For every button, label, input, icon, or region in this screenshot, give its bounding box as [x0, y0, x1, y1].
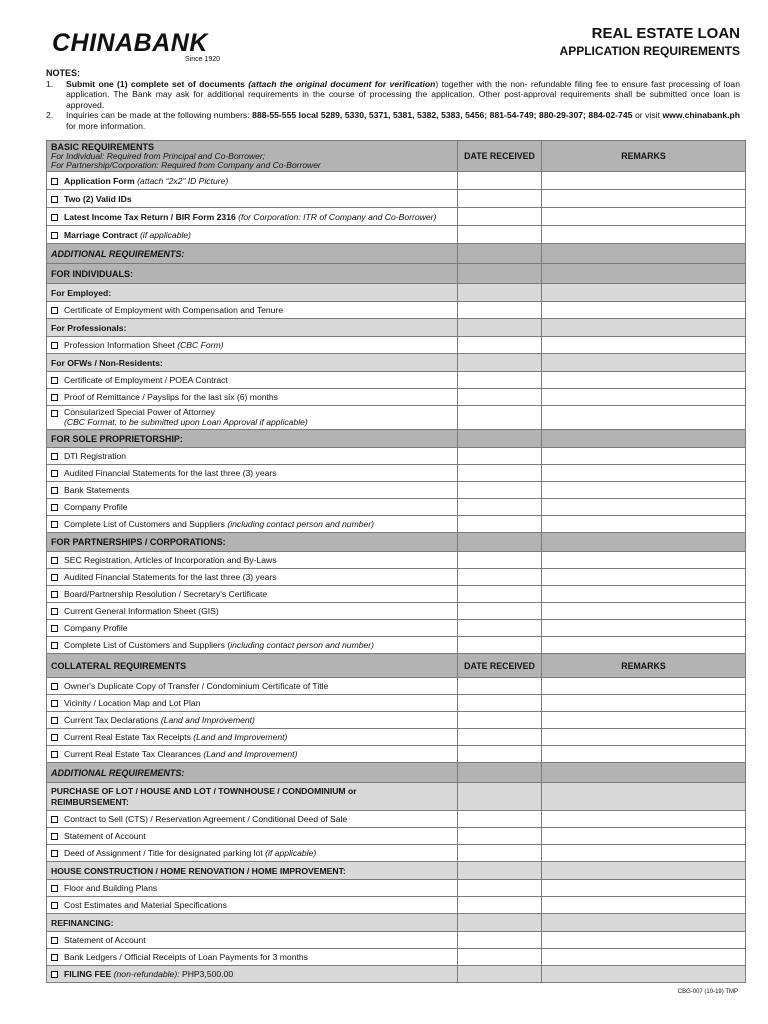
- table-row: [47, 695, 746, 712]
- note-number: 1.: [46, 78, 54, 89]
- table-row: [47, 828, 746, 845]
- section-row: [47, 763, 746, 783]
- date-received-cell[interactable]: [458, 586, 542, 603]
- remarks-cell[interactable]: [542, 448, 746, 465]
- requirement-cell: [47, 337, 458, 354]
- checkbox[interactable]: [51, 557, 58, 564]
- remarks-cell[interactable]: [542, 190, 746, 208]
- date-received-cell[interactable]: [458, 637, 542, 654]
- requirement-cell: [47, 695, 458, 712]
- table-row: [47, 712, 746, 729]
- remarks-cell[interactable]: [542, 482, 746, 499]
- checkbox[interactable]: [51, 196, 58, 203]
- checkbox[interactable]: [51, 521, 58, 528]
- date-received-cell[interactable]: [458, 746, 542, 763]
- table-row: [47, 811, 746, 828]
- remarks-cell[interactable]: [542, 729, 746, 746]
- checkbox[interactable]: [51, 470, 58, 477]
- date-received-cell[interactable]: [458, 208, 542, 226]
- table-row: [47, 516, 746, 533]
- remarks-cell[interactable]: [542, 499, 746, 516]
- requirement-note: (including contact person and number): [227, 519, 375, 529]
- remarks-cell[interactable]: [542, 880, 746, 897]
- section-row: [47, 533, 746, 552]
- subsection-row: [47, 319, 746, 337]
- date-received-cell[interactable]: [458, 811, 542, 828]
- remarks-header: REMARKS: [542, 141, 746, 172]
- date-received-cell[interactable]: [458, 226, 542, 244]
- requirement-label: DTI Registration: [64, 451, 127, 461]
- subsection-row: [47, 862, 746, 880]
- requirement-cell: [47, 845, 458, 862]
- requirement-cell: [47, 172, 458, 190]
- checkbox[interactable]: [51, 214, 58, 221]
- table-row: [47, 448, 746, 465]
- remarks-cell[interactable]: [542, 172, 746, 190]
- remarks-cell[interactable]: [542, 811, 746, 828]
- requirement-label: Statement of Account: [64, 831, 146, 841]
- requirement-label: Bank Ledgers / Official Receipts of Loan Payments for 3 months: [64, 952, 308, 962]
- filing-fee-cell: [47, 966, 458, 983]
- subsection-row: [47, 284, 746, 302]
- date-received-cell[interactable]: [458, 569, 542, 586]
- filing-fee-note: (non-refundable):: [113, 969, 180, 979]
- requirement-cell: [47, 811, 458, 828]
- requirement-cell: [47, 949, 458, 966]
- requirement-label: Profession Information Sheet: [64, 340, 175, 350]
- remarks-cell[interactable]: [542, 845, 746, 862]
- remarks-cell[interactable]: [542, 678, 746, 695]
- date-received-cell[interactable]: [458, 516, 542, 533]
- requirement-cell: [47, 678, 458, 695]
- document-header: [560, 25, 740, 59]
- requirement-label: SEC Registration, Articles of Incorporation and By-Laws: [64, 555, 277, 565]
- subsection-title: HOUSE CONSTRUCTION / HOME RENOVATION / HOME IMPROVEMENT:: [47, 862, 458, 880]
- collateral-title: COLLATERAL REQUIREMENTS: [47, 654, 458, 678]
- note-2: [46, 110, 740, 131]
- date-received-cell[interactable]: [458, 729, 542, 746]
- basic-header-cell: [47, 141, 458, 172]
- checkbox[interactable]: [51, 394, 58, 401]
- requirement-label: Deed of Assignment / Title for designated parking lot: [64, 848, 263, 858]
- phone-numbers: 888-55-555 local 5289, 5330, 5371, 5381, 5382, 5383, 5456; 881-54-749; 880-29-307; 884-02-745: [252, 110, 633, 120]
- requirement-cell: [47, 482, 458, 499]
- requirement-label: Current Real Estate Tax Receipts: [64, 732, 191, 742]
- table-row: [47, 845, 746, 862]
- remarks-cell[interactable]: [542, 337, 746, 354]
- filing-fee-amount: PHP3,500.00: [181, 969, 234, 979]
- table-row: [47, 932, 746, 949]
- requirement-label: Application Form: [64, 175, 135, 186]
- date-received-cell[interactable]: [458, 897, 542, 914]
- requirement-cell: [47, 637, 458, 654]
- checkbox[interactable]: [51, 608, 58, 615]
- document-subtitle: APPLICATION REQUIREMENTS: [559, 44, 740, 58]
- requirement-label: Marriage Contract: [64, 229, 138, 240]
- notes-title: NOTES:: [46, 68, 81, 78]
- requirement-label: Current Tax Declarations: [64, 715, 159, 725]
- table-row: [47, 465, 746, 482]
- website-link[interactable]: www.chinabank.ph: [662, 110, 740, 120]
- requirement-cell: [47, 729, 458, 746]
- requirement-note: (CBC Form): [177, 340, 224, 350]
- checkbox[interactable]: [51, 487, 58, 494]
- note-rest: ) together with the non- refundable filing fee to ensure fast processing of loan application. The Bank may ask for additional requirements in the course of processing the application. Other post-approval requirements shall be submitted once loan is approved.: [66, 78, 740, 110]
- date-received-cell[interactable]: [458, 678, 542, 695]
- table-row: [47, 552, 746, 569]
- remarks-cell[interactable]: [542, 552, 746, 569]
- checkbox[interactable]: [51, 232, 58, 239]
- subsection-row: [47, 783, 746, 811]
- date-received-header: DATE RECEIVED: [458, 141, 542, 172]
- checkbox[interactable]: [51, 700, 58, 707]
- purchase-title-line2: REIMBURSEMENT:: [51, 796, 129, 807]
- requirement-label: Complete List of Customers and Suppliers (: [64, 640, 231, 650]
- remarks-cell[interactable]: [542, 695, 746, 712]
- checkbox[interactable]: [51, 504, 58, 511]
- remarks-header: REMARKS: [542, 654, 746, 678]
- table-row: [47, 746, 746, 763]
- note-bold: Submit one (1) complete set of documents: [66, 78, 245, 89]
- note-text-a: Inquiries can be made at the following numbers:: [66, 110, 253, 120]
- requirement-label: Cost Estimates and Material Specifications: [64, 900, 227, 910]
- requirements-table: [46, 140, 746, 983]
- section-row: [47, 244, 746, 264]
- date-received-cell[interactable]: [458, 695, 542, 712]
- remarks-cell[interactable]: [542, 966, 746, 983]
- table-row: [47, 302, 746, 319]
- requirement-cell: [47, 603, 458, 620]
- date-received-cell[interactable]: [458, 372, 542, 389]
- notes-section: [46, 68, 740, 131]
- requirement-label: Latest Income Tax Return / BIR Form 2316: [64, 211, 236, 222]
- table-row: [47, 729, 746, 746]
- table-row: [47, 586, 746, 603]
- checkbox[interactable]: [51, 625, 58, 632]
- date-received-cell[interactable]: [458, 828, 542, 845]
- table-row: [47, 208, 746, 226]
- requirement-note: (Land and Improvement): [203, 749, 298, 759]
- section-title: FOR PARTNERSHIPS / CORPORATIONS:: [47, 533, 458, 552]
- subsection-title: For Professionals:: [47, 319, 458, 337]
- table-row: [47, 949, 746, 966]
- remarks-cell[interactable]: [542, 586, 746, 603]
- table-row: [47, 499, 746, 516]
- requirement-label: Owner's Duplicate Copy of Transfer / Condominium Certificate of Title: [64, 681, 329, 691]
- checkbox[interactable]: [51, 342, 58, 349]
- requirement-cell: [47, 828, 458, 845]
- note-text: [66, 79, 740, 111]
- collateral-header-row: [47, 654, 746, 678]
- remarks-cell[interactable]: [542, 637, 746, 654]
- table-row: [47, 620, 746, 637]
- requirement-label: Audited Financial Statements for the last three (3) years: [64, 468, 277, 478]
- remarks-cell[interactable]: [542, 897, 746, 914]
- remarks-cell[interactable]: [542, 302, 746, 319]
- remarks-cell[interactable]: [542, 465, 746, 482]
- table-row: [47, 482, 746, 499]
- requirement-label: Company Profile: [64, 502, 128, 512]
- requirement-note: (if applicable): [265, 848, 317, 858]
- form-code: CBG-007 (10-19) TMP: [677, 989, 738, 995]
- remarks-cell[interactable]: [542, 389, 746, 406]
- date-received-cell[interactable]: [458, 966, 542, 983]
- purchase-title-line1: PURCHASE OF LOT / HOUSE AND LOT / TOWNHOUSE / CONDOMINIUM or: [51, 785, 357, 796]
- checkbox[interactable]: [51, 683, 58, 690]
- checkbox[interactable]: [51, 833, 58, 840]
- requirement-note: (if applicable): [139, 229, 192, 240]
- remarks-cell[interactable]: [542, 828, 746, 845]
- checkbox[interactable]: [51, 751, 58, 758]
- remarks-cell[interactable]: [542, 406, 746, 430]
- section-title: FOR SOLE PROPRIETORSHIP:: [47, 430, 458, 448]
- checkbox[interactable]: [51, 850, 58, 857]
- date-received-cell[interactable]: [458, 932, 542, 949]
- requirement-cell: [47, 932, 458, 949]
- remarks-cell[interactable]: [542, 746, 746, 763]
- remarks-cell[interactable]: [542, 516, 746, 533]
- requirement-cell: [47, 499, 458, 516]
- requirement-cell: [47, 302, 458, 319]
- requirement-label: Current Real Estate Tax Clearances: [64, 749, 201, 759]
- requirement-label: Certificate of Employment with Compensation and Tenure: [64, 305, 284, 315]
- requirement-cell: [47, 208, 458, 226]
- requirement-label: Certificate of Employment / POEA Contract: [64, 375, 228, 385]
- requirement-label: Consularized Special Power of Attorney: [64, 406, 215, 417]
- date-received-cell[interactable]: [458, 172, 542, 190]
- remarks-cell[interactable]: [542, 208, 746, 226]
- basic-header-row: [47, 141, 746, 172]
- date-received-header: DATE RECEIVED: [458, 654, 542, 678]
- requirement-label: Statement of Account: [64, 935, 146, 945]
- requirement-label: Contract to Sell (CTS) / Reservation Agreement / Conditional Deed of Sale: [64, 814, 348, 824]
- date-received-cell[interactable]: [458, 880, 542, 897]
- requirement-cell: [47, 372, 458, 389]
- requirement-note: (attach “2x2” ID Picture): [137, 175, 229, 186]
- requirement-label: Vicinity / Location Map and Lot Plan: [64, 698, 201, 708]
- requirement-label: Company Profile: [64, 623, 128, 633]
- date-received-cell[interactable]: [458, 190, 542, 208]
- requirement-cell: [47, 190, 458, 208]
- note-text-c: for more information.: [66, 120, 146, 131]
- table-row: [47, 172, 746, 190]
- requirement-label: Bank Statements: [64, 485, 130, 495]
- date-received-cell[interactable]: [458, 465, 542, 482]
- requirement-cell: [47, 406, 458, 430]
- table-row: [47, 603, 746, 620]
- table-row: [47, 226, 746, 244]
- requirement-cell: [47, 620, 458, 637]
- table-row: [47, 678, 746, 695]
- section-title: FOR INDIVIDUALS:: [47, 264, 458, 284]
- note-bold-italic: (attach the original document for verification: [248, 78, 436, 89]
- requirement-cell: [47, 552, 458, 569]
- note-text: [66, 110, 740, 131]
- table-row: [47, 569, 746, 586]
- remarks-cell[interactable]: [542, 372, 746, 389]
- table-row: [47, 190, 746, 208]
- subsection-title: REFINANCING:: [47, 914, 458, 932]
- date-received-cell[interactable]: [458, 949, 542, 966]
- basic-requirements-note: For Partnership/Corporation: Required from Company and Co-Borrower: [51, 160, 321, 170]
- date-received-cell[interactable]: [458, 448, 542, 465]
- table-row: [47, 406, 746, 430]
- table-row: [47, 880, 746, 897]
- checkbox[interactable]: [51, 307, 58, 314]
- requirement-cell: [47, 516, 458, 533]
- checkbox[interactable]: [51, 734, 58, 741]
- requirement-cell: [47, 569, 458, 586]
- requirement-label: Audited Financial Statements for the last three (3) years: [64, 572, 277, 582]
- section-title: ADDITIONAL REQUIREMENTS:: [47, 244, 458, 264]
- subsection-row: [47, 914, 746, 932]
- logo-since: Since 1920: [184, 56, 220, 63]
- date-received-cell[interactable]: [458, 845, 542, 862]
- date-received-cell[interactable]: [458, 603, 542, 620]
- section-title: ADDITIONAL REQUIREMENTS:: [47, 763, 458, 783]
- requirement-label: Proof of Remittance / Payslips for the last six (6) months: [64, 392, 278, 402]
- checkbox[interactable]: [51, 591, 58, 598]
- note-number: 2.: [46, 110, 54, 120]
- checkbox[interactable]: [51, 971, 58, 978]
- requirement-cell: [47, 586, 458, 603]
- date-received-cell[interactable]: [458, 712, 542, 729]
- remarks-cell[interactable]: [542, 226, 746, 244]
- checkbox[interactable]: [51, 717, 58, 724]
- subsection-title: For Employed:: [47, 284, 458, 302]
- remarks-cell[interactable]: [542, 620, 746, 637]
- requirement-cell: [47, 746, 458, 763]
- requirement-note: (Land and Improvement): [193, 732, 288, 742]
- checkbox[interactable]: [51, 816, 58, 823]
- requirement-label: Board/Partnership Resolution / Secretary's Certificate: [64, 589, 268, 599]
- document-title: REAL ESTATE LOAN: [591, 25, 740, 42]
- remarks-cell[interactable]: [542, 569, 746, 586]
- chinabank-logo: [52, 30, 222, 63]
- date-received-cell[interactable]: [458, 482, 542, 499]
- note-1: [46, 79, 740, 111]
- checkbox[interactable]: [51, 410, 58, 417]
- table-row: [47, 389, 746, 406]
- checkbox[interactable]: [51, 937, 58, 944]
- checkbox[interactable]: [51, 954, 58, 961]
- date-received-cell[interactable]: [458, 389, 542, 406]
- checkbox[interactable]: [51, 178, 58, 185]
- requirement-cell: [47, 389, 458, 406]
- requirement-cell: [47, 226, 458, 244]
- remarks-cell[interactable]: [542, 712, 746, 729]
- requirement-cell: [47, 465, 458, 482]
- date-received-cell[interactable]: [458, 337, 542, 354]
- filing-fee-label: FILING FEE: [64, 969, 112, 979]
- checkbox[interactable]: [51, 453, 58, 460]
- table-row: [47, 372, 746, 389]
- table-row: [47, 897, 746, 914]
- table-row: [47, 337, 746, 354]
- requirement-label: Complete List of Customers and Suppliers: [64, 519, 225, 529]
- date-received-cell[interactable]: [458, 302, 542, 319]
- requirement-label: Two (2) Valid IDs: [64, 193, 132, 204]
- checkbox[interactable]: [51, 574, 58, 581]
- note-text-b: or visit: [632, 110, 663, 120]
- requirement-cell: [47, 880, 458, 897]
- requirement-cell: [47, 712, 458, 729]
- date-received-cell[interactable]: [458, 552, 542, 569]
- table-row: [47, 637, 746, 654]
- requirement-label: Floor and Building Plans: [64, 883, 158, 893]
- subsection-title: [47, 783, 458, 811]
- date-received-cell[interactable]: [458, 620, 542, 637]
- subsection-title: For OFWs / Non-Residents:: [47, 354, 458, 372]
- checkbox[interactable]: [51, 885, 58, 892]
- requirement-note: (Land and Improvement): [160, 715, 255, 725]
- requirement-note: including contact person and number): [230, 640, 375, 650]
- date-received-cell[interactable]: [458, 406, 542, 430]
- checkbox[interactable]: [51, 902, 58, 909]
- requirement-note: (for Corporation: ITR of Company and Co-Borrower): [238, 211, 437, 222]
- requirement-note: (CBC Format, to be submitted upon Loan Approval if applicable): [64, 416, 308, 427]
- section-row: [47, 430, 746, 448]
- requirement-cell: [47, 897, 458, 914]
- basic-requirements-title: BASIC REQUIREMENTS: [51, 141, 155, 152]
- section-row: [47, 264, 746, 284]
- subsection-row: [47, 354, 746, 372]
- requirement-label: Current General Information Sheet (GIS): [64, 606, 219, 616]
- requirement-cell: [47, 448, 458, 465]
- checkbox[interactable]: [51, 377, 58, 384]
- remarks-cell[interactable]: [542, 949, 746, 966]
- remarks-cell[interactable]: [542, 932, 746, 949]
- logo-wordmark: CHINABANK: [52, 29, 208, 57]
- checkbox[interactable]: [51, 642, 58, 649]
- remarks-cell[interactable]: [542, 603, 746, 620]
- basic-requirements-note: For Individual: Required from Principal and Co-Borrower;: [51, 150, 266, 161]
- filing-fee-row: [47, 966, 746, 983]
- date-received-cell[interactable]: [458, 499, 542, 516]
